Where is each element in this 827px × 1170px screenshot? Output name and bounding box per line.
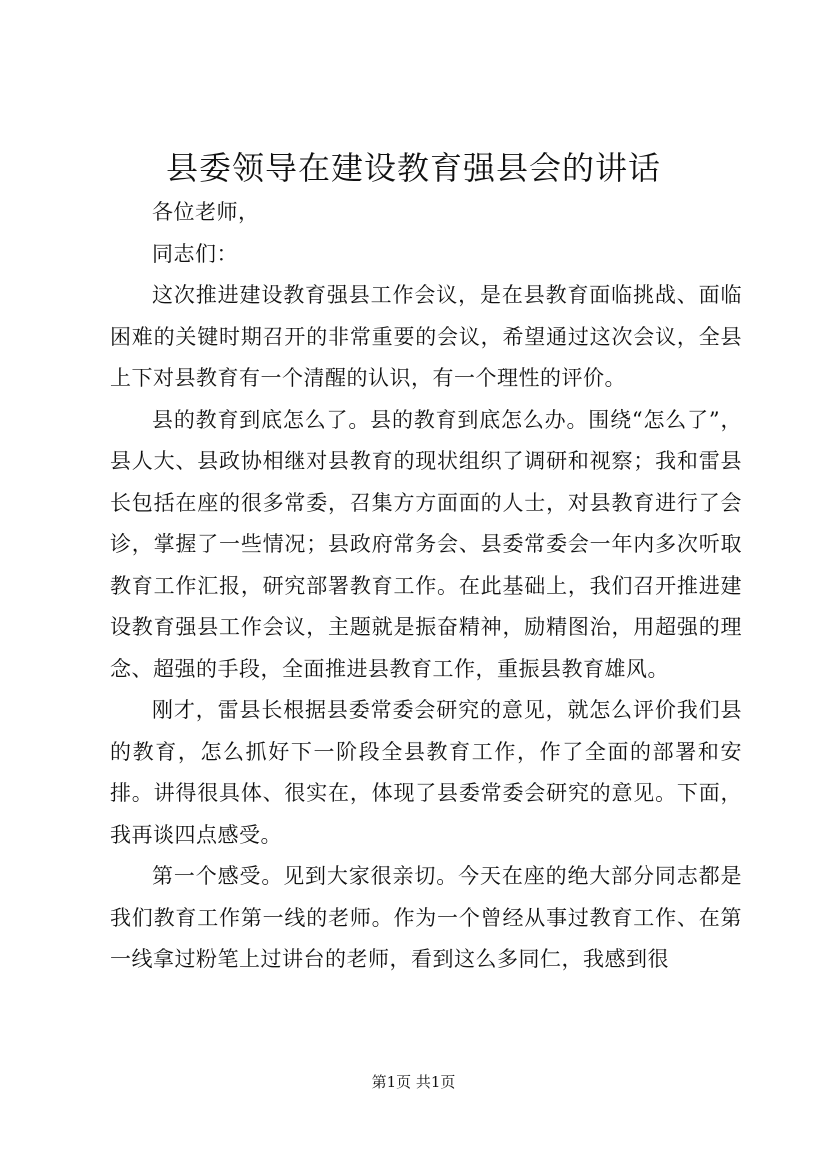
document-body [110, 192, 742, 981]
body-paragraph: 第一个感受。见到大家很亲切。今天在座的绝大部分同志都是我们教育工作第一线的老师。作为一个曾经从事过教育工作、在第一线拿过粉笔上过讲台的老师，看到这么多同仁，我感到很 [110, 864, 742, 971]
body-paragraph: 刚才，雷县长根据县委常委会研究的意见，就怎么评价我们县的教育，怎么抓好下一阶段全县教育工作，作了全面的部署和安排。讲得很具体、很实在，体现了县委常委会研究的意见。下面，我再谈四点感受。 [110, 698, 742, 847]
page-footer: 第1页 共1页 [371, 1073, 456, 1091]
document-title: 县委领导在建设教育强县会的讲话 [165, 149, 661, 187]
body-paragraph: 县的教育到底怎么了。县的教育到底怎么办。围绕“怎么了”，县人大、县政协相继对县教育的现状组织了调研和视察；我和雷县长包括在座的很多常委，召集方方面面的人士，对县教育进行了会诊，掌握了一些情况；县政府常务会、县委常委会一年内多次听取教育工作汇报，研究部署教育工作。在此基础上，我们召开推进建设教育强县工作会议，主题就是振奋精神，励精图治，用超强的理念、超强的手段，全面推进县教育工作，重振县教育雄风。 [110, 407, 742, 681]
body-paragraph: 这次推进建设教育强县工作会议，是在县教育面临挑战、面临困难的关键时期召开的非常重要的会议，希望通过这次会议，全县上下对县教育有一个清醒的认识，有一个理性的评价。 [110, 283, 742, 390]
salutation-line-2: 同志们： [152, 241, 238, 266]
salutation-line-1: 各位老师， [152, 200, 260, 224]
